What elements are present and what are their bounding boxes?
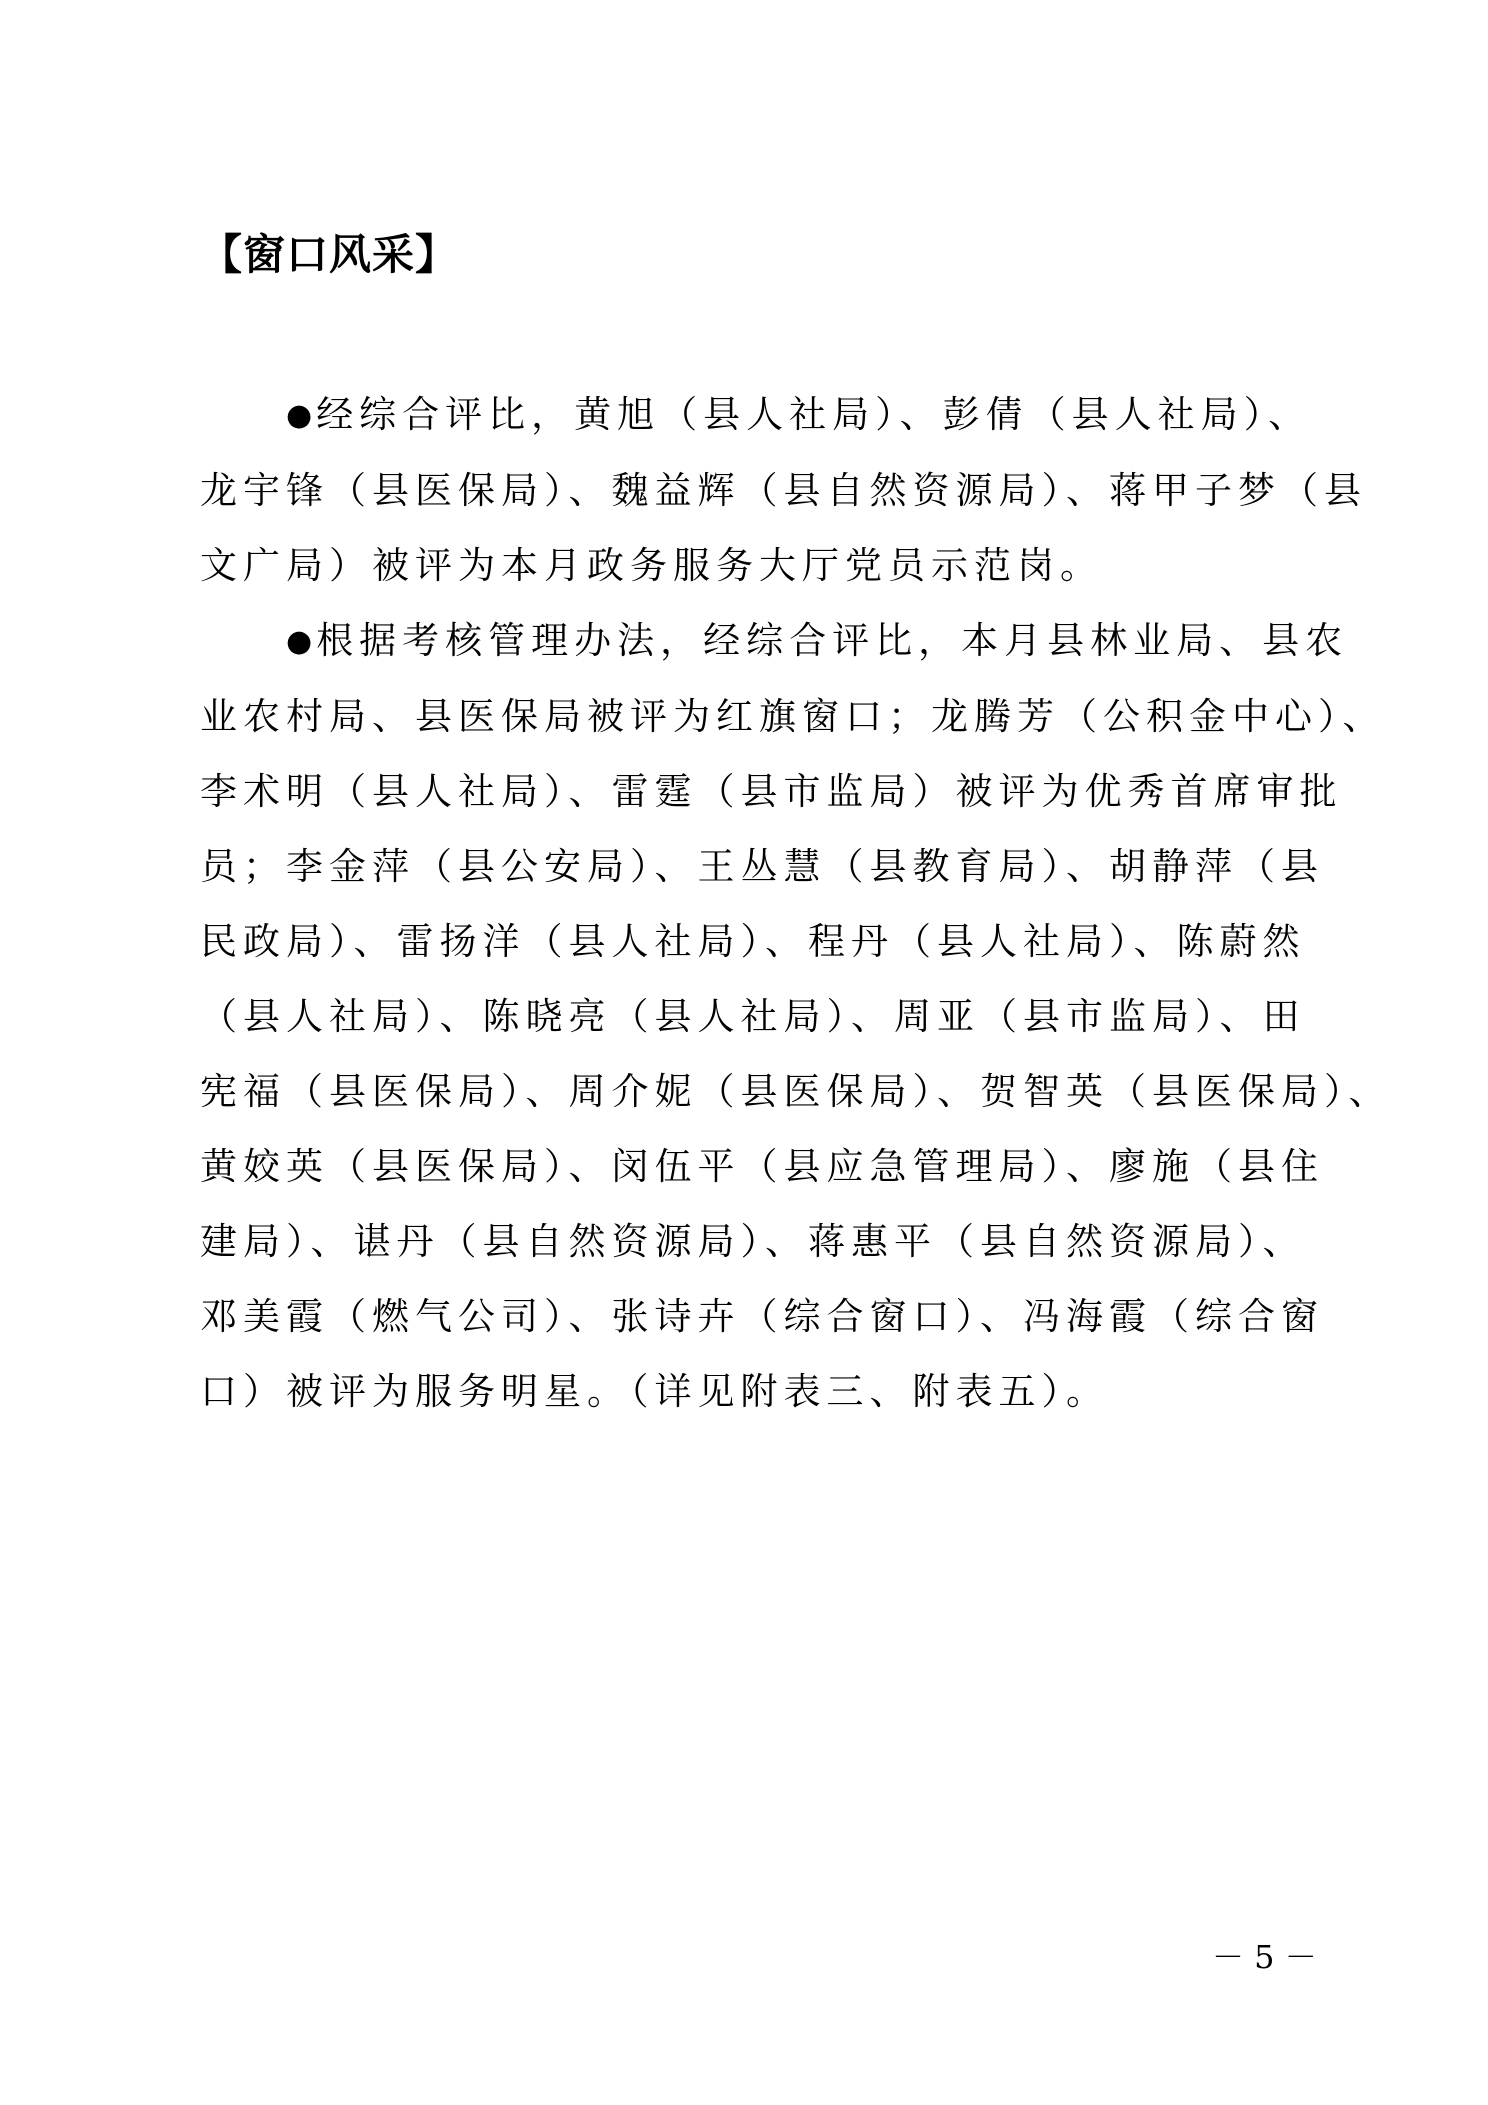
paragraph-line: 文广局）被评为本月政务服务大厅党员示范岗。 — [200, 544, 1103, 587]
paragraph-line: 邓美霞（燃气公司）、张诗卉（综合窗口）、冯海霞（综合窗 — [200, 1295, 1324, 1338]
paragraph-line: 民政局）、雷扬洋（县人社局）、程丹（县人社局）、陈蔚然 — [200, 920, 1306, 963]
bullet-icon: ● — [286, 624, 313, 659]
paragraph-line: 黄姣英（县医保局）、闵伍平（县应急管理局）、廖施（县住 — [200, 1145, 1324, 1188]
paragraph-line: （县人社局）、陈晓亮（县人社局）、周亚（县市监局）、田 — [200, 995, 1306, 1038]
line-text: 经综合评比，黄旭（县人社局）、彭倩（县人社局）、 — [316, 393, 1312, 436]
bullet-icon: ● — [286, 398, 313, 433]
line-text: 根据考核管理办法，经综合评比，本月县林业局、县农 — [316, 619, 1349, 662]
section-title: 【窗口风采】 — [200, 230, 459, 279]
paragraph-line: 员；李金萍（县公安局）、王丛慧（县教育局）、胡静萍（县 — [200, 845, 1324, 888]
body-text — [200, 377, 1392, 1429]
paragraph-line — [200, 377, 1312, 453]
paragraph-line: 建局）、谌丹（县自然资源局）、蒋惠平（县自然资源局）、 — [200, 1220, 1306, 1263]
page-number: － 5 － — [1212, 1938, 1317, 1976]
paragraph-line: 李术明（县人社局）、雷霆（县市监局）被评为优秀首席审批 — [200, 770, 1343, 813]
paragraph-party-member-posts — [200, 377, 1367, 603]
paragraph-line: 口）被评为服务明星。（详见附表三、附表五）。 — [200, 1370, 1109, 1413]
paragraph-line: 宪福（县医保局）、周介妮（县医保局）、贺智英（县医保局）、 — [200, 1070, 1392, 1113]
paragraph-line: 龙宇锋（县医保局）、魏益辉（县自然资源局）、蒋甲子梦（县 — [200, 469, 1367, 512]
paragraph-red-flag-windows — [200, 603, 1392, 1429]
paragraph-line — [200, 603, 1349, 679]
paragraph-line: 业农村局、县医保局被评为红旗窗口；龙腾芳（公积金中心）、 — [200, 695, 1386, 738]
